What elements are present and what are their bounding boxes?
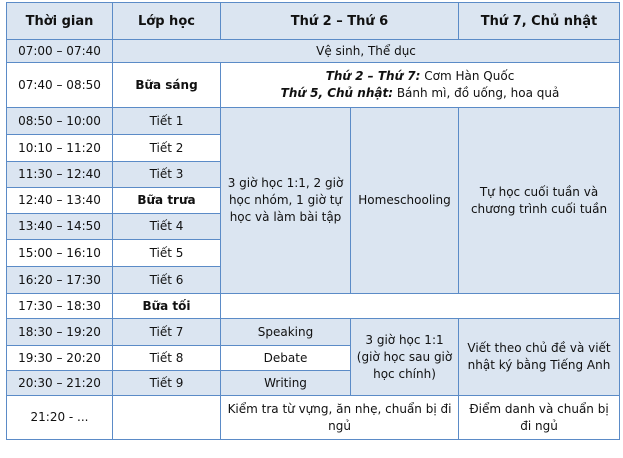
time-cell: 12:40 – 13:40 [7, 188, 113, 214]
time-cell: 21:20 - ... [7, 396, 113, 440]
night-weekday-cell: Kiểm tra từ vựng, ăn nhẹ, chuẩn bị đi ngủ [221, 396, 459, 440]
header-weekday: Thứ 2 – Thứ 6 [221, 3, 459, 40]
evening-extra-cell: 3 giờ học 1:1 (giờ học sau giờ học chính) [351, 319, 459, 396]
empty-cell [221, 294, 620, 319]
breakfast-line-2-text: Bánh mì, đồ uống, hoa quả [393, 86, 560, 100]
day-study-cell: 3 giờ học 1:1, 2 giờ học nhóm, 1 giờ tự học và làm bài tập [221, 108, 351, 294]
homeschooling-cell: Homeschooling [351, 108, 459, 294]
header-time: Thời gian [7, 3, 113, 40]
class-cell: Tiết 9 [113, 371, 221, 396]
class-cell: Tiết 7 [113, 319, 221, 346]
evening-activity-cell: Writing [221, 371, 351, 396]
time-cell: 17:30 – 18:30 [7, 294, 113, 319]
header-weekend: Thứ 7, Chủ nhật [459, 3, 620, 40]
table-row [7, 319, 620, 346]
table-row [7, 108, 620, 135]
class-cell: Bữa sáng [113, 63, 221, 108]
time-cell: 11:30 – 12:40 [7, 162, 113, 188]
schedule-table [6, 2, 620, 440]
table-row [7, 63, 620, 108]
activity-cell: Vệ sinh, Thể dục [113, 40, 620, 63]
class-cell: Bữa tối [113, 294, 221, 319]
class-cell: Tiết 6 [113, 267, 221, 294]
breakfast-line-1-text: Cơm Hàn Quốc [420, 69, 515, 83]
breakfast-line-1-label: Thứ 2 – Thứ 7: [325, 69, 421, 83]
class-cell: Bữa trưa [113, 188, 221, 214]
breakfast-line-1 [224, 68, 616, 85]
time-cell: 15:00 – 16:10 [7, 240, 113, 267]
time-cell: 13:40 – 14:50 [7, 214, 113, 240]
night-weekend-cell: Điểm danh và chuẩn bị đi ngủ [459, 396, 620, 440]
table-row [7, 396, 620, 440]
time-cell: 19:30 – 20:20 [7, 346, 113, 371]
table-row [7, 40, 620, 63]
time-cell: 07:00 – 07:40 [7, 40, 113, 63]
class-cell: Tiết 5 [113, 240, 221, 267]
empty-cell [113, 396, 221, 440]
class-cell: Tiết 2 [113, 135, 221, 162]
class-cell: Tiết 4 [113, 214, 221, 240]
class-cell: Tiết 8 [113, 346, 221, 371]
time-cell: 18:30 – 19:20 [7, 319, 113, 346]
table-row [7, 294, 620, 319]
class-cell: Tiết 3 [113, 162, 221, 188]
time-cell: 20:30 – 21:20 [7, 371, 113, 396]
evening-activity-cell: Speaking [221, 319, 351, 346]
breakfast-line-2 [224, 85, 616, 102]
breakfast-menu-cell [221, 63, 620, 108]
weekend-evening-cell: Viết theo chủ đề và viết nhật ký bằng Tiếng Anh [459, 319, 620, 396]
time-cell: 10:10 – 11:20 [7, 135, 113, 162]
time-cell: 08:50 – 10:00 [7, 108, 113, 135]
header-class: Lớp học [113, 3, 221, 40]
schedule-wrapper [6, 2, 620, 440]
evening-activity-cell: Debate [221, 346, 351, 371]
class-cell: Tiết 1 [113, 108, 221, 135]
time-cell: 16:20 – 17:30 [7, 267, 113, 294]
weekend-day-cell: Tự học cuối tuần và chương trình cuối tuần [459, 108, 620, 294]
header-row [7, 3, 620, 40]
time-cell: 07:40 – 08:50 [7, 63, 113, 108]
breakfast-line-2-label: Thứ 5, Chủ nhật: [280, 86, 393, 100]
